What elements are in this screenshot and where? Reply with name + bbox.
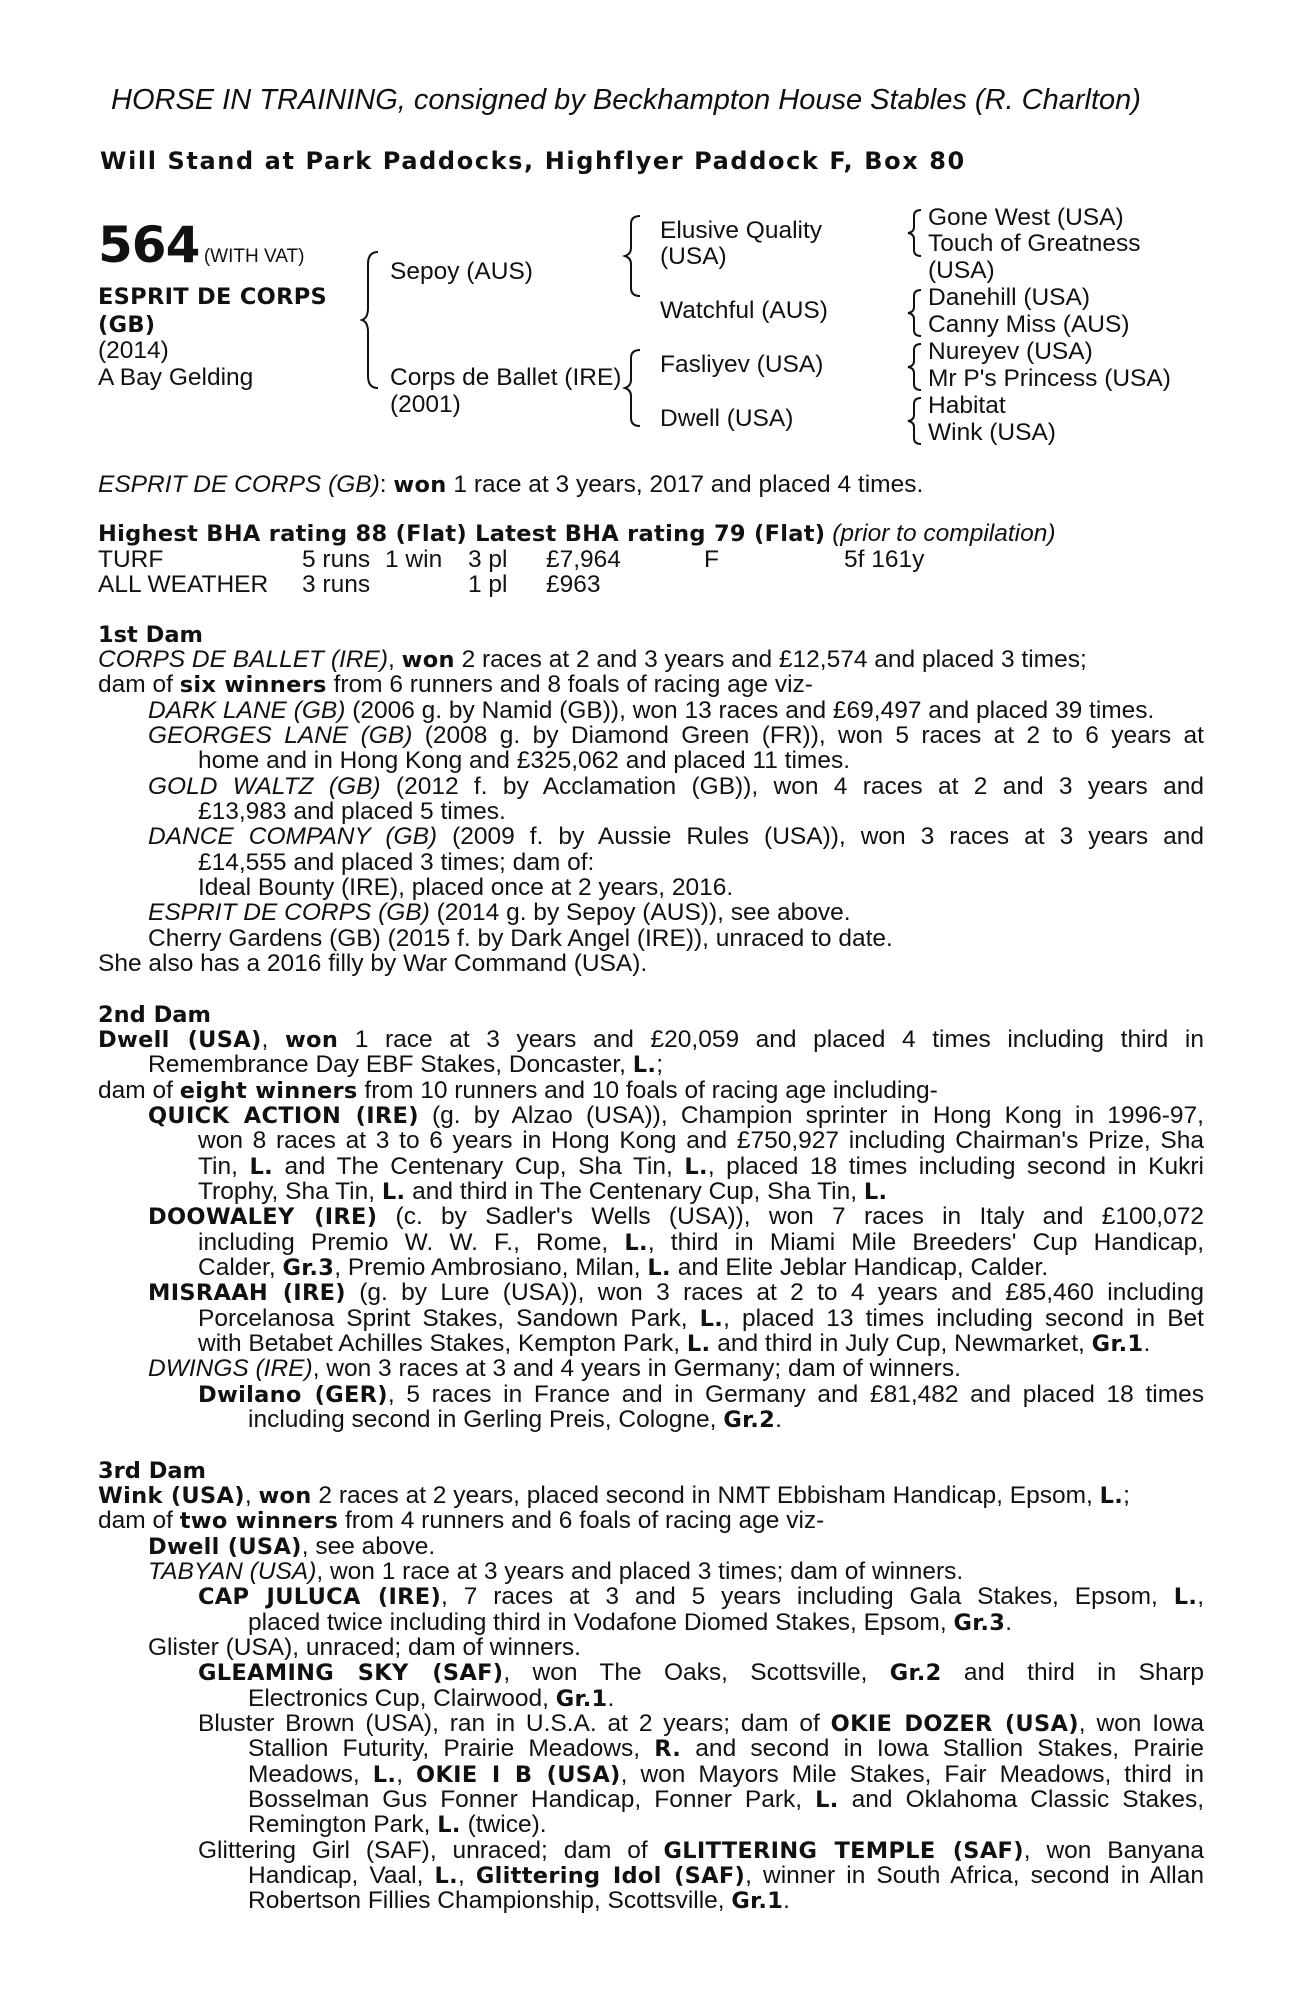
horse-description: A Bay Gelding bbox=[98, 364, 254, 391]
pedigree-sire-sire: Elusive Quality bbox=[660, 217, 823, 244]
third-dam-line-16: Handicap, Vaal, L., Glittering Idol (SAF), winner in South Africa, second in Allan bbox=[248, 1862, 1204, 1889]
pedigree-brace-3 bbox=[622, 348, 644, 428]
pedigree-dam: Corps de Ballet (IRE) bbox=[390, 364, 622, 391]
lot-number: 564 bbox=[98, 216, 200, 274]
second-dam-line-8: DOOWALEY (IRE) (c. by Sadler's Wells (USA)), won 7 races in Italy and £100,072 bbox=[148, 1203, 1204, 1230]
vat-label: (WITH VAT) bbox=[203, 246, 305, 267]
second-dam-line-5: won 8 races at 3 to 6 years in Hong Kong and £750,927 including Chairman's Prize, Sha bbox=[198, 1127, 1204, 1154]
first-dam-line-12: Cherry Gardens (GB) (2015 f. by Dark Angel (IRE)), unraced to date. bbox=[148, 925, 893, 952]
second-dam-line-12: Porcelanosa Sprint Stakes, Sandown Park, L., placed 13 times including second in Bet bbox=[198, 1305, 1204, 1332]
third-dam-line-5: CAP JULUCA (IRE), 7 races at 3 and 5 years including Gala Stakes, Epsom, L., bbox=[198, 1583, 1204, 1610]
second-dam-heading: 2nd Dam bbox=[98, 1002, 211, 1028]
second-dam-line-10: Calder, Gr.3, Premio Ambrosiano, Milan, L. and Elite Jeblar Handicap, Calder. bbox=[198, 1254, 1049, 1281]
consignor-heading: HORSE IN TRAINING, consigned by Beckhampton House Stables (R. Charlton) bbox=[111, 84, 1141, 116]
third-dam-heading: 3rd Dam bbox=[98, 1458, 206, 1484]
second-dam-line-9: including Premio W. W. F., Rome, L., third in Miami Mile Breeders' Cup Handicap, bbox=[198, 1229, 1204, 1256]
first-dam-line-9: £14,555 and placed 3 times; dam of: bbox=[198, 849, 595, 876]
third-dam-line-7: Glister (USA), unraced; dam of winners. bbox=[148, 1634, 581, 1661]
pedigree-brace-4 bbox=[905, 208, 925, 258]
bha-rating: Highest BHA rating 88 (Flat) Latest BHA rating 79 (Flat) (prior to compilation) bbox=[98, 520, 1056, 547]
third-dam-line-8: GLEAMING SKY (SAF), won The Oaks, Scottsville, Gr.2 and third in Sharp bbox=[198, 1659, 1204, 1686]
pedigree-ggs-1: Gone West (USA) bbox=[928, 204, 1124, 231]
third-dam-line-12: Meadows, L., OKIE I B (USA), won Mayors Mile Stakes, Fair Meadows, third in bbox=[248, 1761, 1205, 1788]
third-dam-line-6: placed twice including third in Vodafone Diomed Stakes, Epsom, Gr.3. bbox=[248, 1609, 1013, 1636]
third-dam-line-14: Remington Park, L. (twice). bbox=[248, 1811, 547, 1838]
pedigree-ggs-3: Nureyev (USA) bbox=[928, 338, 1093, 365]
third-dam-line-1: Wink (USA), won 2 races at 2 years, placed second in NMT Ebbisham Handicap, Epsom, L.; bbox=[98, 1482, 1130, 1509]
first-dam-line-8: DANCE COMPANY (GB) (2009 f. by Aussie Rules (USA)), won 3 races at 3 years and bbox=[148, 823, 1204, 850]
first-dam-line-5: home and in Hong Kong and £325,062 and placed 11 times. bbox=[198, 747, 851, 774]
second-dam-line-11: MISRAAH (IRE) (g. by Lure (USA)), won 3 races at 2 to 4 years and £85,460 including bbox=[148, 1279, 1204, 1306]
second-dam-line-14: DWINGS (IRE), won 3 races at 3 and 4 years in Germany; dam of winners. bbox=[148, 1355, 961, 1382]
second-dam-line-16: including second in Gerling Preis, Cologne, Gr.2. bbox=[248, 1406, 782, 1433]
pedigree-brace-7 bbox=[905, 396, 925, 446]
third-dam-line-10: Bluster Brown (USA), ran in U.S.A. at 2 years; dam of OKIE DOZER (USA), won Iowa bbox=[198, 1710, 1204, 1737]
race-summary: ESPRIT DE CORPS (GB): won 1 race at 3 years, 2017 and placed 4 times. bbox=[98, 471, 924, 498]
pedigree-ggs-4: Habitat bbox=[928, 392, 1006, 419]
first-dam-line-10: Ideal Bounty (IRE), placed once at 2 years, 2016. bbox=[198, 874, 734, 901]
first-dam-line-11: ESPRIT DE CORPS (GB) (2014 g. by Sepoy (AUS)), see above. bbox=[148, 899, 851, 926]
third-dam-line-2: dam of two winners from 4 runners and 6 foals of racing age viz- bbox=[98, 1507, 825, 1534]
pedigree-ggd-2: Canny Miss (AUS) bbox=[928, 311, 1130, 338]
pedigree-ggd-4: Wink (USA) bbox=[928, 419, 1056, 446]
first-dam-line-3: DARK LANE (GB) (2006 g. by Namid (GB)), won 13 races and £69,497 and placed 39 times. bbox=[148, 697, 1155, 724]
lot-number-block bbox=[98, 216, 304, 274]
third-dam-line-17: Robertson Fillies Championship, Scottsville, Gr.1. bbox=[248, 1887, 790, 1914]
first-dam-line-6: GOLD WALTZ (GB) (2012 f. by Acclamation (GB)), won 4 races at 2 and 3 years and bbox=[148, 773, 1204, 800]
third-dam-line-15: Glittering Girl (SAF), unraced; dam of GLITTERING TEMPLE (SAF), won Banyana bbox=[198, 1837, 1204, 1864]
first-dam-line-1: CORPS DE BALLET (IRE), won 2 races at 2 and 3 years and £12,574 and placed 3 times; bbox=[98, 646, 1087, 673]
third-dam-line-4: TABYAN (USA), won 1 race at 3 years and placed 3 times; dam of winners. bbox=[148, 1558, 964, 1585]
horse-year: (2014) bbox=[98, 337, 169, 364]
second-dam-line-2: Remembrance Day EBF Stakes, Doncaster, L.; bbox=[148, 1051, 664, 1078]
pedigree-dam-dam: Dwell (USA) bbox=[660, 405, 794, 432]
second-dam-line-15: Dwilano (GER), 5 races in France and in Germany and £81,482 and placed 18 times bbox=[198, 1381, 1204, 1408]
catalogue-page: HORSE IN TRAINING, consigned by Beckhampton House Stables (R. Charlton) Will Stand at Park Paddocks, Highflyer Paddock F, Box 80 564 (WITH VAT) ESPRIT DE CORPS (GB) (2014) A Bay Gelding Sepoy (AUS) Corps de Ballet (IRE) (2001) Elusive Quality (USA) Watchful (AUS) Fasliyev (USA) Dwell (USA) Gone West (USA) Touch of Greatness (USA) Danehill (USA) Canny Miss (AUS) Nureyev (USA) Mr P's Princess (USA) Habitat Wink (USA) ESPRIT DE CORPS (GB): won 1 race at 3 years, 2017 and placed 4 times. Highest BHA rating 88 (Flat) Latest BHA rating 79 (Flat) (prior to compilation) TURF 5 runs 1 win 3 pl £7,964 F 5f 161y ALL WEATHER 3 runs 1 pl £963 1st Dam CORPS DE BALLET (IRE), won 2 races at 2 and 3 years and £12,574 and placed 3 times; dam of six winners from 6 runners and 8 foals of racing age viz- DARK LANE (GB) (2006 g. by Namid (GB)), won 13 races and £69,497 and placed 39 times. GEORGES LANE (GB) (2008 g. by Diamond Green (FR)), won 5 races at 2 to 6 years at home and in Hong Kong and £325,062 and placed 11 times. GOLD WALTZ (GB) (2012 f. by Acclamation (GB)), won 4 races at 2 and 3 years and £13,983 and placed 5 times. DANCE COMPANY (GB) (2009 f. by Aussie Rules (USA)), won 3 races at 3 years and £14,555 and placed 3 times; dam of: Ideal Bounty (IRE), placed once at 2 years, 2016. ESPRIT DE CORPS (GB) (2014 g. by Sepoy (AUS)), see above. Cherry Gardens (GB) (2015 f. by Dark Angel (IRE)), unraced to date. She also has a 2016 filly by War Command (USA). 2nd Dam Dwell (USA), won 1 race at 3 years and £20,059 and placed 4 times including third in Remembrance Day EBF Stakes, Doncaster, L.; dam of eight winners from 10 runners and 10 foals of racing age including- QUICK ACTION (IRE) (g. by Alzao (USA)), Champion sprinter in Hong Kong in 1996-97, won 8 races at 3 to 6 years in Hong Kong and £750,927 including Chairman's Prize, Sha Tin, L. and The Centenary Cup, Sha Tin, L., placed 18 times including second in Kukri Trophy, Sha Tin, L. and third in The Centenary Cup, Sha Tin, L. DOOWALEY (IRE) (c. by Sadler's Wells (USA)), won 7 races in Italy and £100,072 including Premio W. W. F., Rome, L., third in Miami Mile Breeders' Cup Handicap, Calder, Gr.3, Premio Ambrosiano, Milan, L. and Elite Jeblar Handicap, Calder. MISRAAH (IRE) (g. by Lure (USA)), won 3 races at 2 to 4 years and £85,460 including Porcelanosa Sprint Stakes, Sandown Park, L., placed 13 times including second in Bet with Betabet Achilles Stakes, Kempton Park, L. and third in July Cup, Newmarket, Gr.1. DWINGS (IRE), won 3 races at 3 and 4 years in Germany; dam of winners. Dwilano (GER), 5 races in France and in Germany and £81,482 and placed 18 times including second in Gerling Preis, Cologne, Gr.2. 3rd Dam Wink (USA), won 2 races at 2 years, placed second in NMT Ebbisham Handicap, Epsom, L.; dam of two winners from 4 runners and 6 foals of racing age viz- Dwell (USA), see above. TABYAN (USA), won 1 race at 3 years and placed 3 times; dam of winners. CAP JULUCA (IRE), 7 races at 3 and 5 years including Gala Stakes, Epsom, L., placed twice including third in Vodafone Diomed Stakes, Epsom, Gr.3. Glister (USA), unraced; dam of winners. GLEAMING SKY (SAF), won The Oaks, Scottsville, Gr.2 and third in Sharp Electronics Cup, Clairwood, Gr.1. Bluster Brown (USA), ran in U.S.A. at 2 years; dam of OKIE DOZER (USA), won Iowa Stallion Futurity, Prairie Meadows, R. and second in Iowa Stallion Stakes, Prairie Meadows, L., OKIE I B (USA), won Mayors Mile Stakes, Fair Meadows, third in Bosselman Gus Fonner Handicap, Fonner Park, L. and Oklahoma Classic Stakes, Remington Park, L. (twice). Glittering Girl (SAF), unraced; dam of GLITTERING TEMPLE (SAF), won Banyana Handicap, Vaal, L., Glittering Idol (SAF), winner in South Africa, second in Allan Robertson Fillies Championship, Scottsville, Gr.1. bbox=[98, 84, 1205, 1914]
second-dam-line-6: Tin, L. and The Centenary Cup, Sha Tin, L., placed 18 times including second in Kukri bbox=[198, 1153, 1204, 1180]
stand-location: Will Stand at Park Paddocks, Highflyer Paddock F, Box 80 bbox=[100, 147, 966, 175]
pedigree-brace-6 bbox=[905, 342, 925, 392]
pedigree-brace-2 bbox=[622, 214, 644, 298]
horse-origin: (GB) bbox=[98, 312, 156, 338]
pedigree-ggs-2: Danehill (USA) bbox=[928, 284, 1091, 311]
first-dam-line-13: She also has a 2016 filly by War Command (USA). bbox=[98, 950, 648, 977]
third-dam-line-13: Bosselman Gus Fonner Handicap, Fonner Park, L. and Oklahoma Classic Stakes, bbox=[248, 1786, 1204, 1813]
horse-name: ESPRIT DE CORPS bbox=[98, 284, 327, 310]
second-dam-line-1: Dwell (USA), won 1 race at 3 years and £20,059 and placed 4 times including third in bbox=[98, 1026, 1204, 1053]
pedigree-sire: Sepoy (AUS) bbox=[390, 258, 533, 285]
first-dam-line-2: dam of six winners from 6 runners and 8 foals of racing age viz- bbox=[98, 671, 813, 698]
pedigree-dam-year: (2001) bbox=[390, 391, 461, 418]
pedigree-ggd-1: Touch of Greatness bbox=[928, 230, 1141, 257]
second-dam-line-3: dam of eight winners from 10 runners and 10 foals of racing age including- bbox=[98, 1077, 938, 1104]
third-dam-line-3: Dwell (USA), see above. bbox=[148, 1533, 436, 1560]
third-dam-line-11: Stallion Futurity, Prairie Meadows, R. and second in Iowa Stallion Stakes, Prairie bbox=[248, 1735, 1204, 1762]
pedigree-dam-sire: Fasliyev (USA) bbox=[660, 351, 824, 378]
pedigree-brace-1 bbox=[360, 250, 382, 390]
first-dam-line-7: £13,983 and placed 5 times. bbox=[198, 798, 506, 825]
pedigree-brace-5 bbox=[905, 288, 925, 338]
second-dam-line-13: with Betabet Achilles Stakes, Kempton Park, L. and third in July Cup, Newmarket, Gr.1. bbox=[198, 1330, 1151, 1357]
pedigree-ggd-3: Mr P's Princess (USA) bbox=[928, 365, 1171, 392]
first-dam-heading: 1st Dam bbox=[98, 622, 203, 648]
pedigree-sire-sire-country: (USA) bbox=[660, 243, 727, 270]
third-dam-line-9: Electronics Cup, Clairwood, Gr.1. bbox=[248, 1685, 615, 1712]
first-dam-line-4: GEORGES LANE (GB) (2008 g. by Diamond Green (FR)), won 5 races at 2 to 6 years at bbox=[148, 722, 1204, 749]
second-dam-line-7: Trophy, Sha Tin, L. and third in The Centenary Cup, Sha Tin, L. bbox=[198, 1178, 888, 1205]
pedigree-ggd-1-country: (USA) bbox=[928, 257, 995, 284]
second-dam-line-4: QUICK ACTION (IRE) (g. by Alzao (USA)), Champion sprinter in Hong Kong in 1996-97, bbox=[148, 1102, 1204, 1129]
pedigree-sire-dam: Watchful (AUS) bbox=[660, 297, 828, 324]
